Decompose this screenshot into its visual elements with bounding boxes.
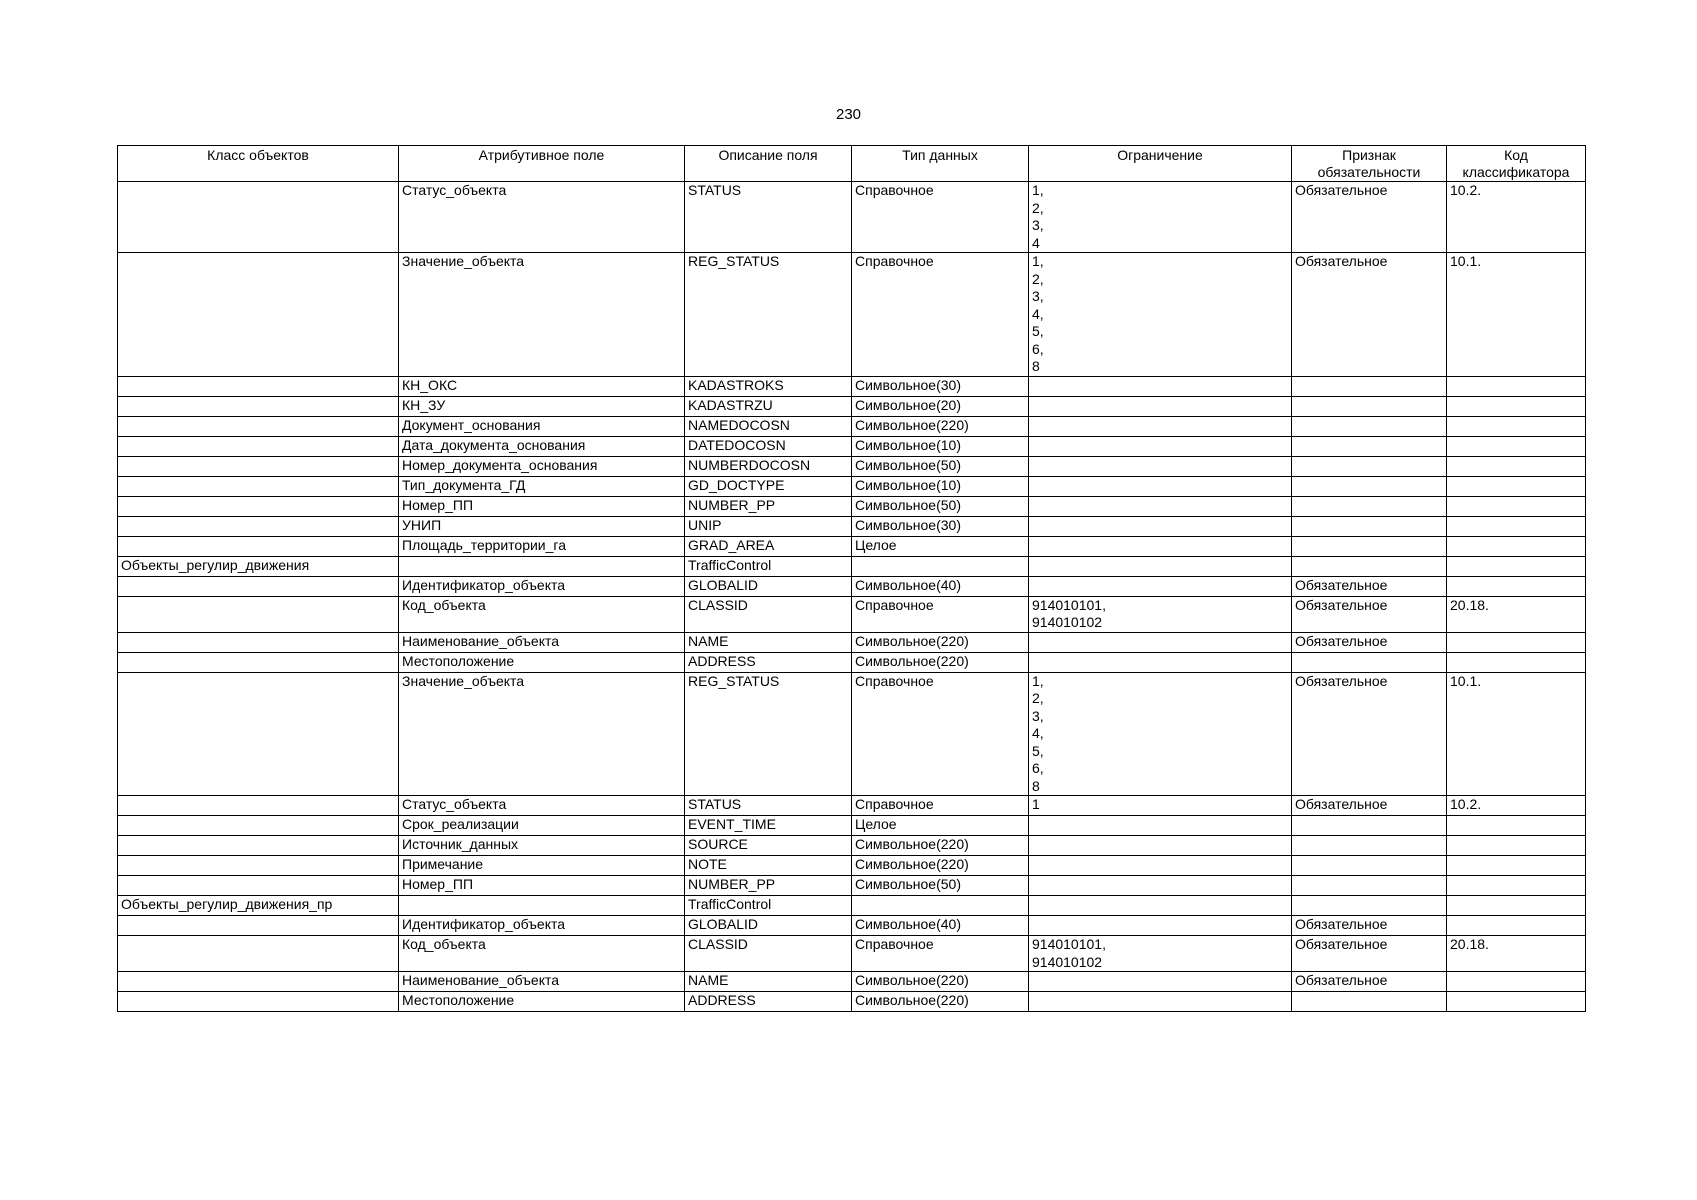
cell-classifier-code xyxy=(1447,456,1586,476)
cell-object-class xyxy=(118,536,399,556)
header-classifier-code: Код классификатора xyxy=(1447,146,1586,182)
table-body xyxy=(118,182,1586,1012)
cell-data-type: Справочное xyxy=(852,796,1029,816)
cell-mandatory-flag: Обязательное xyxy=(1292,936,1447,972)
cell-constraint xyxy=(1029,556,1292,576)
table-row xyxy=(118,182,1586,253)
cell-attribute-field: Срок_реализации xyxy=(399,816,685,836)
table-row xyxy=(118,596,1586,632)
cell-object-class xyxy=(118,496,399,516)
cell-constraint xyxy=(1029,632,1292,652)
cell-data-type: Символьное(50) xyxy=(852,456,1029,476)
cell-object-class: Объекты_регулир_движения xyxy=(118,556,399,576)
cell-field-description: GLOBALID xyxy=(685,916,852,936)
cell-object-class xyxy=(118,936,399,972)
cell-mandatory-flag xyxy=(1292,456,1447,476)
cell-field-description: NAME xyxy=(685,972,852,992)
cell-data-type: Символьное(220) xyxy=(852,416,1029,436)
cell-object-class xyxy=(118,632,399,652)
cell-classifier-code xyxy=(1447,416,1586,436)
table-row xyxy=(118,436,1586,456)
cell-field-description: CLASSID xyxy=(685,936,852,972)
cell-data-type: Символьное(220) xyxy=(852,972,1029,992)
cell-classifier-code: 10.1. xyxy=(1447,253,1586,377)
cell-constraint xyxy=(1029,856,1292,876)
cell-attribute-field: Статус_объекта xyxy=(399,182,685,253)
cell-object-class xyxy=(118,972,399,992)
cell-field-description: STATUS xyxy=(685,796,852,816)
cell-mandatory-flag xyxy=(1292,836,1447,856)
cell-attribute-field: Примечание xyxy=(399,856,685,876)
table-row xyxy=(118,376,1586,396)
cell-attribute-field: Номер_ПП xyxy=(399,876,685,896)
cell-classifier-code xyxy=(1447,916,1586,936)
table-row xyxy=(118,816,1586,836)
cell-field-description: STATUS xyxy=(685,182,852,253)
cell-attribute-field: Документ_основания xyxy=(399,416,685,436)
cell-object-class xyxy=(118,516,399,536)
cell-field-description: UNIP xyxy=(685,516,852,536)
cell-mandatory-flag xyxy=(1292,376,1447,396)
table-header-row xyxy=(118,146,1586,182)
cell-object-class xyxy=(118,596,399,632)
cell-classifier-code xyxy=(1447,516,1586,536)
table-row xyxy=(118,796,1586,816)
cell-classifier-code xyxy=(1447,652,1586,672)
cell-constraint xyxy=(1029,876,1292,896)
cell-mandatory-flag xyxy=(1292,896,1447,916)
table-row xyxy=(118,576,1586,596)
cell-field-description: KADASTRZU xyxy=(685,396,852,416)
cell-constraint xyxy=(1029,652,1292,672)
header-mandatory-flag: Признак обязательности xyxy=(1292,146,1447,182)
cell-data-type: Символьное(10) xyxy=(852,436,1029,456)
cell-data-type: Символьное(30) xyxy=(852,516,1029,536)
cell-classifier-code: 10.2. xyxy=(1447,182,1586,253)
cell-attribute-field: Местоположение xyxy=(399,652,685,672)
cell-object-class xyxy=(118,456,399,476)
table-row xyxy=(118,516,1586,536)
cell-data-type: Символьное(220) xyxy=(852,992,1029,1012)
cell-field-description: ADDRESS xyxy=(685,992,852,1012)
header-object-class: Класс объектов xyxy=(118,146,399,182)
cell-classifier-code xyxy=(1447,396,1586,416)
cell-constraint: 1, 2, 3, 4 xyxy=(1029,182,1292,253)
cell-attribute-field: Значение_объекта xyxy=(399,253,685,377)
cell-classifier-code xyxy=(1447,816,1586,836)
cell-field-description: NUMBER_PP xyxy=(685,876,852,896)
attributes-table xyxy=(117,145,1586,1012)
cell-field-description: NUMBERDOCOSN xyxy=(685,456,852,476)
cell-field-description: DATEDOCOSN xyxy=(685,436,852,456)
cell-classifier-code: 10.1. xyxy=(1447,672,1586,796)
cell-mandatory-flag: Обязательное xyxy=(1292,916,1447,936)
cell-field-description: CLASSID xyxy=(685,596,852,632)
cell-classifier-code xyxy=(1447,376,1586,396)
cell-field-description: NOTE xyxy=(685,856,852,876)
cell-data-type: Символьное(20) xyxy=(852,396,1029,416)
cell-attribute-field xyxy=(399,896,685,916)
cell-attribute-field: УНИП xyxy=(399,516,685,536)
cell-data-type: Справочное xyxy=(852,936,1029,972)
cell-classifier-code xyxy=(1447,972,1586,992)
cell-data-type xyxy=(852,556,1029,576)
cell-field-description: REG_STATUS xyxy=(685,253,852,377)
table-row xyxy=(118,652,1586,672)
cell-mandatory-flag xyxy=(1292,816,1447,836)
header-constraint: Ограничение xyxy=(1029,146,1292,182)
cell-classifier-code xyxy=(1447,436,1586,456)
table-row xyxy=(118,476,1586,496)
cell-classifier-code xyxy=(1447,496,1586,516)
cell-mandatory-flag xyxy=(1292,416,1447,436)
cell-attribute-field: Тип_документа_ГД xyxy=(399,476,685,496)
cell-attribute-field: Статус_объекта xyxy=(399,796,685,816)
table-row xyxy=(118,253,1586,377)
table-row xyxy=(118,396,1586,416)
cell-data-type: Символьное(30) xyxy=(852,376,1029,396)
cell-mandatory-flag xyxy=(1292,436,1447,456)
cell-object-class xyxy=(118,856,399,876)
cell-mandatory-flag: Обязательное xyxy=(1292,576,1447,596)
cell-constraint xyxy=(1029,816,1292,836)
cell-field-description: GRAD_AREA xyxy=(685,536,852,556)
header-field-description: Описание поля xyxy=(685,146,852,182)
cell-object-class xyxy=(118,416,399,436)
cell-constraint: 914010101, 914010102 xyxy=(1029,596,1292,632)
cell-mandatory-flag: Обязательное xyxy=(1292,972,1447,992)
cell-attribute-field: Идентификатор_объекта xyxy=(399,916,685,936)
cell-object-class xyxy=(118,182,399,253)
cell-classifier-code: 20.18. xyxy=(1447,596,1586,632)
cell-field-description: NAME xyxy=(685,632,852,652)
cell-object-class xyxy=(118,816,399,836)
cell-constraint xyxy=(1029,516,1292,536)
header-attribute-field: Атрибутивное поле xyxy=(399,146,685,182)
cell-mandatory-flag: Обязательное xyxy=(1292,796,1447,816)
header-data-type: Тип данных xyxy=(852,146,1029,182)
cell-attribute-field: Код_объекта xyxy=(399,596,685,632)
cell-classifier-code xyxy=(1447,836,1586,856)
cell-data-type xyxy=(852,896,1029,916)
cell-object-class xyxy=(118,436,399,456)
cell-mandatory-flag xyxy=(1292,992,1447,1012)
cell-object-class xyxy=(118,652,399,672)
cell-constraint xyxy=(1029,396,1292,416)
table-row xyxy=(118,836,1586,856)
cell-classifier-code xyxy=(1447,632,1586,652)
cell-classifier-code xyxy=(1447,896,1586,916)
cell-constraint xyxy=(1029,536,1292,556)
cell-constraint xyxy=(1029,576,1292,596)
cell-data-type: Справочное xyxy=(852,672,1029,796)
cell-attribute-field: Значение_объекта xyxy=(399,672,685,796)
cell-attribute-field: КН_ЗУ xyxy=(399,396,685,416)
cell-classifier-code xyxy=(1447,536,1586,556)
cell-constraint xyxy=(1029,916,1292,936)
cell-data-type: Символьное(50) xyxy=(852,496,1029,516)
cell-field-description: NUMBER_PP xyxy=(685,496,852,516)
cell-classifier-code xyxy=(1447,876,1586,896)
cell-attribute-field: Наименование_объекта xyxy=(399,972,685,992)
cell-constraint xyxy=(1029,376,1292,396)
cell-mandatory-flag: Обязательное xyxy=(1292,672,1447,796)
cell-object-class xyxy=(118,836,399,856)
cell-object-class xyxy=(118,476,399,496)
cell-constraint xyxy=(1029,456,1292,476)
cell-mandatory-flag xyxy=(1292,496,1447,516)
cell-constraint: 1, 2, 3, 4, 5, 6, 8 xyxy=(1029,672,1292,796)
cell-constraint: 914010101, 914010102 xyxy=(1029,936,1292,972)
cell-constraint xyxy=(1029,972,1292,992)
cell-data-type: Символьное(220) xyxy=(852,652,1029,672)
cell-data-type: Символьное(40) xyxy=(852,916,1029,936)
cell-data-type: Символьное(220) xyxy=(852,632,1029,652)
cell-data-type: Целое xyxy=(852,536,1029,556)
cell-mandatory-flag xyxy=(1292,536,1447,556)
cell-classifier-code xyxy=(1447,992,1586,1012)
cell-field-description: GD_DOCTYPE xyxy=(685,476,852,496)
cell-mandatory-flag: Обязательное xyxy=(1292,596,1447,632)
cell-field-description: REG_STATUS xyxy=(685,672,852,796)
cell-data-type: Символьное(40) xyxy=(852,576,1029,596)
cell-object-class xyxy=(118,916,399,936)
cell-field-description: GLOBALID xyxy=(685,576,852,596)
cell-attribute-field: Дата_документа_основания xyxy=(399,436,685,456)
cell-constraint xyxy=(1029,992,1292,1012)
cell-constraint xyxy=(1029,896,1292,916)
cell-classifier-code xyxy=(1447,576,1586,596)
cell-mandatory-flag xyxy=(1292,876,1447,896)
cell-object-class xyxy=(118,376,399,396)
table-row xyxy=(118,556,1586,576)
cell-attribute-field: Наименование_объекта xyxy=(399,632,685,652)
cell-field-description: NAMEDOCOSN xyxy=(685,416,852,436)
cell-classifier-code: 10.2. xyxy=(1447,796,1586,816)
cell-object-class xyxy=(118,576,399,596)
cell-attribute-field: Код_объекта xyxy=(399,936,685,972)
cell-attribute-field: Источник_данных xyxy=(399,836,685,856)
cell-constraint xyxy=(1029,476,1292,496)
cell-attribute-field: Номер_документа_основания xyxy=(399,456,685,476)
cell-mandatory-flag: Обязательное xyxy=(1292,253,1447,377)
cell-attribute-field: Номер_ПП xyxy=(399,496,685,516)
page-number: 230 xyxy=(835,106,862,123)
cell-object-class xyxy=(118,876,399,896)
cell-classifier-code xyxy=(1447,556,1586,576)
cell-mandatory-flag xyxy=(1292,516,1447,536)
cell-attribute-field: Местоположение xyxy=(399,992,685,1012)
cell-attribute-field xyxy=(399,556,685,576)
cell-field-description: ADDRESS xyxy=(685,652,852,672)
table-row xyxy=(118,632,1586,652)
cell-classifier-code: 20.18. xyxy=(1447,936,1586,972)
cell-mandatory-flag: Обязательное xyxy=(1292,182,1447,253)
cell-mandatory-flag xyxy=(1292,476,1447,496)
cell-attribute-field: Идентификатор_объекта xyxy=(399,576,685,596)
cell-data-type: Символьное(220) xyxy=(852,856,1029,876)
cell-object-class xyxy=(118,253,399,377)
table-row xyxy=(118,972,1586,992)
cell-constraint: 1 xyxy=(1029,796,1292,816)
cell-attribute-field: КН_ОКС xyxy=(399,376,685,396)
cell-mandatory-flag xyxy=(1292,396,1447,416)
table-row xyxy=(118,896,1586,916)
cell-object-class xyxy=(118,396,399,416)
cell-field-description: TrafficControl xyxy=(685,556,852,576)
cell-constraint xyxy=(1029,836,1292,856)
table-row xyxy=(118,876,1586,896)
table-row xyxy=(118,916,1586,936)
table-row xyxy=(118,672,1586,796)
cell-data-type: Символьное(220) xyxy=(852,836,1029,856)
cell-object-class xyxy=(118,796,399,816)
cell-data-type: Справочное xyxy=(852,182,1029,253)
cell-data-type: Справочное xyxy=(852,596,1029,632)
cell-constraint xyxy=(1029,496,1292,516)
table-row xyxy=(118,856,1586,876)
cell-mandatory-flag xyxy=(1292,856,1447,876)
cell-object-class: Объекты_регулир_движения_пр xyxy=(118,896,399,916)
cell-attribute-field: Площадь_территории_га xyxy=(399,536,685,556)
cell-mandatory-flag: Обязательное xyxy=(1292,632,1447,652)
table-row xyxy=(118,536,1586,556)
cell-field-description: EVENT_TIME xyxy=(685,816,852,836)
cell-constraint xyxy=(1029,416,1292,436)
cell-mandatory-flag xyxy=(1292,556,1447,576)
cell-data-type: Символьное(10) xyxy=(852,476,1029,496)
table-row xyxy=(118,936,1586,972)
cell-object-class xyxy=(118,672,399,796)
table-row xyxy=(118,456,1586,476)
cell-classifier-code xyxy=(1447,476,1586,496)
cell-constraint: 1, 2, 3, 4, 5, 6, 8 xyxy=(1029,253,1292,377)
table-row xyxy=(118,496,1586,516)
cell-object-class xyxy=(118,992,399,1012)
cell-data-type: Целое xyxy=(852,816,1029,836)
cell-field-description: SOURCE xyxy=(685,836,852,856)
table-row xyxy=(118,416,1586,436)
cell-field-description: TrafficControl xyxy=(685,896,852,916)
cell-data-type: Справочное xyxy=(852,253,1029,377)
cell-mandatory-flag xyxy=(1292,652,1447,672)
cell-classifier-code xyxy=(1447,856,1586,876)
cell-data-type: Символьное(50) xyxy=(852,876,1029,896)
table-row xyxy=(118,992,1586,1012)
cell-constraint xyxy=(1029,436,1292,456)
cell-field-description: KADASTROKS xyxy=(685,376,852,396)
